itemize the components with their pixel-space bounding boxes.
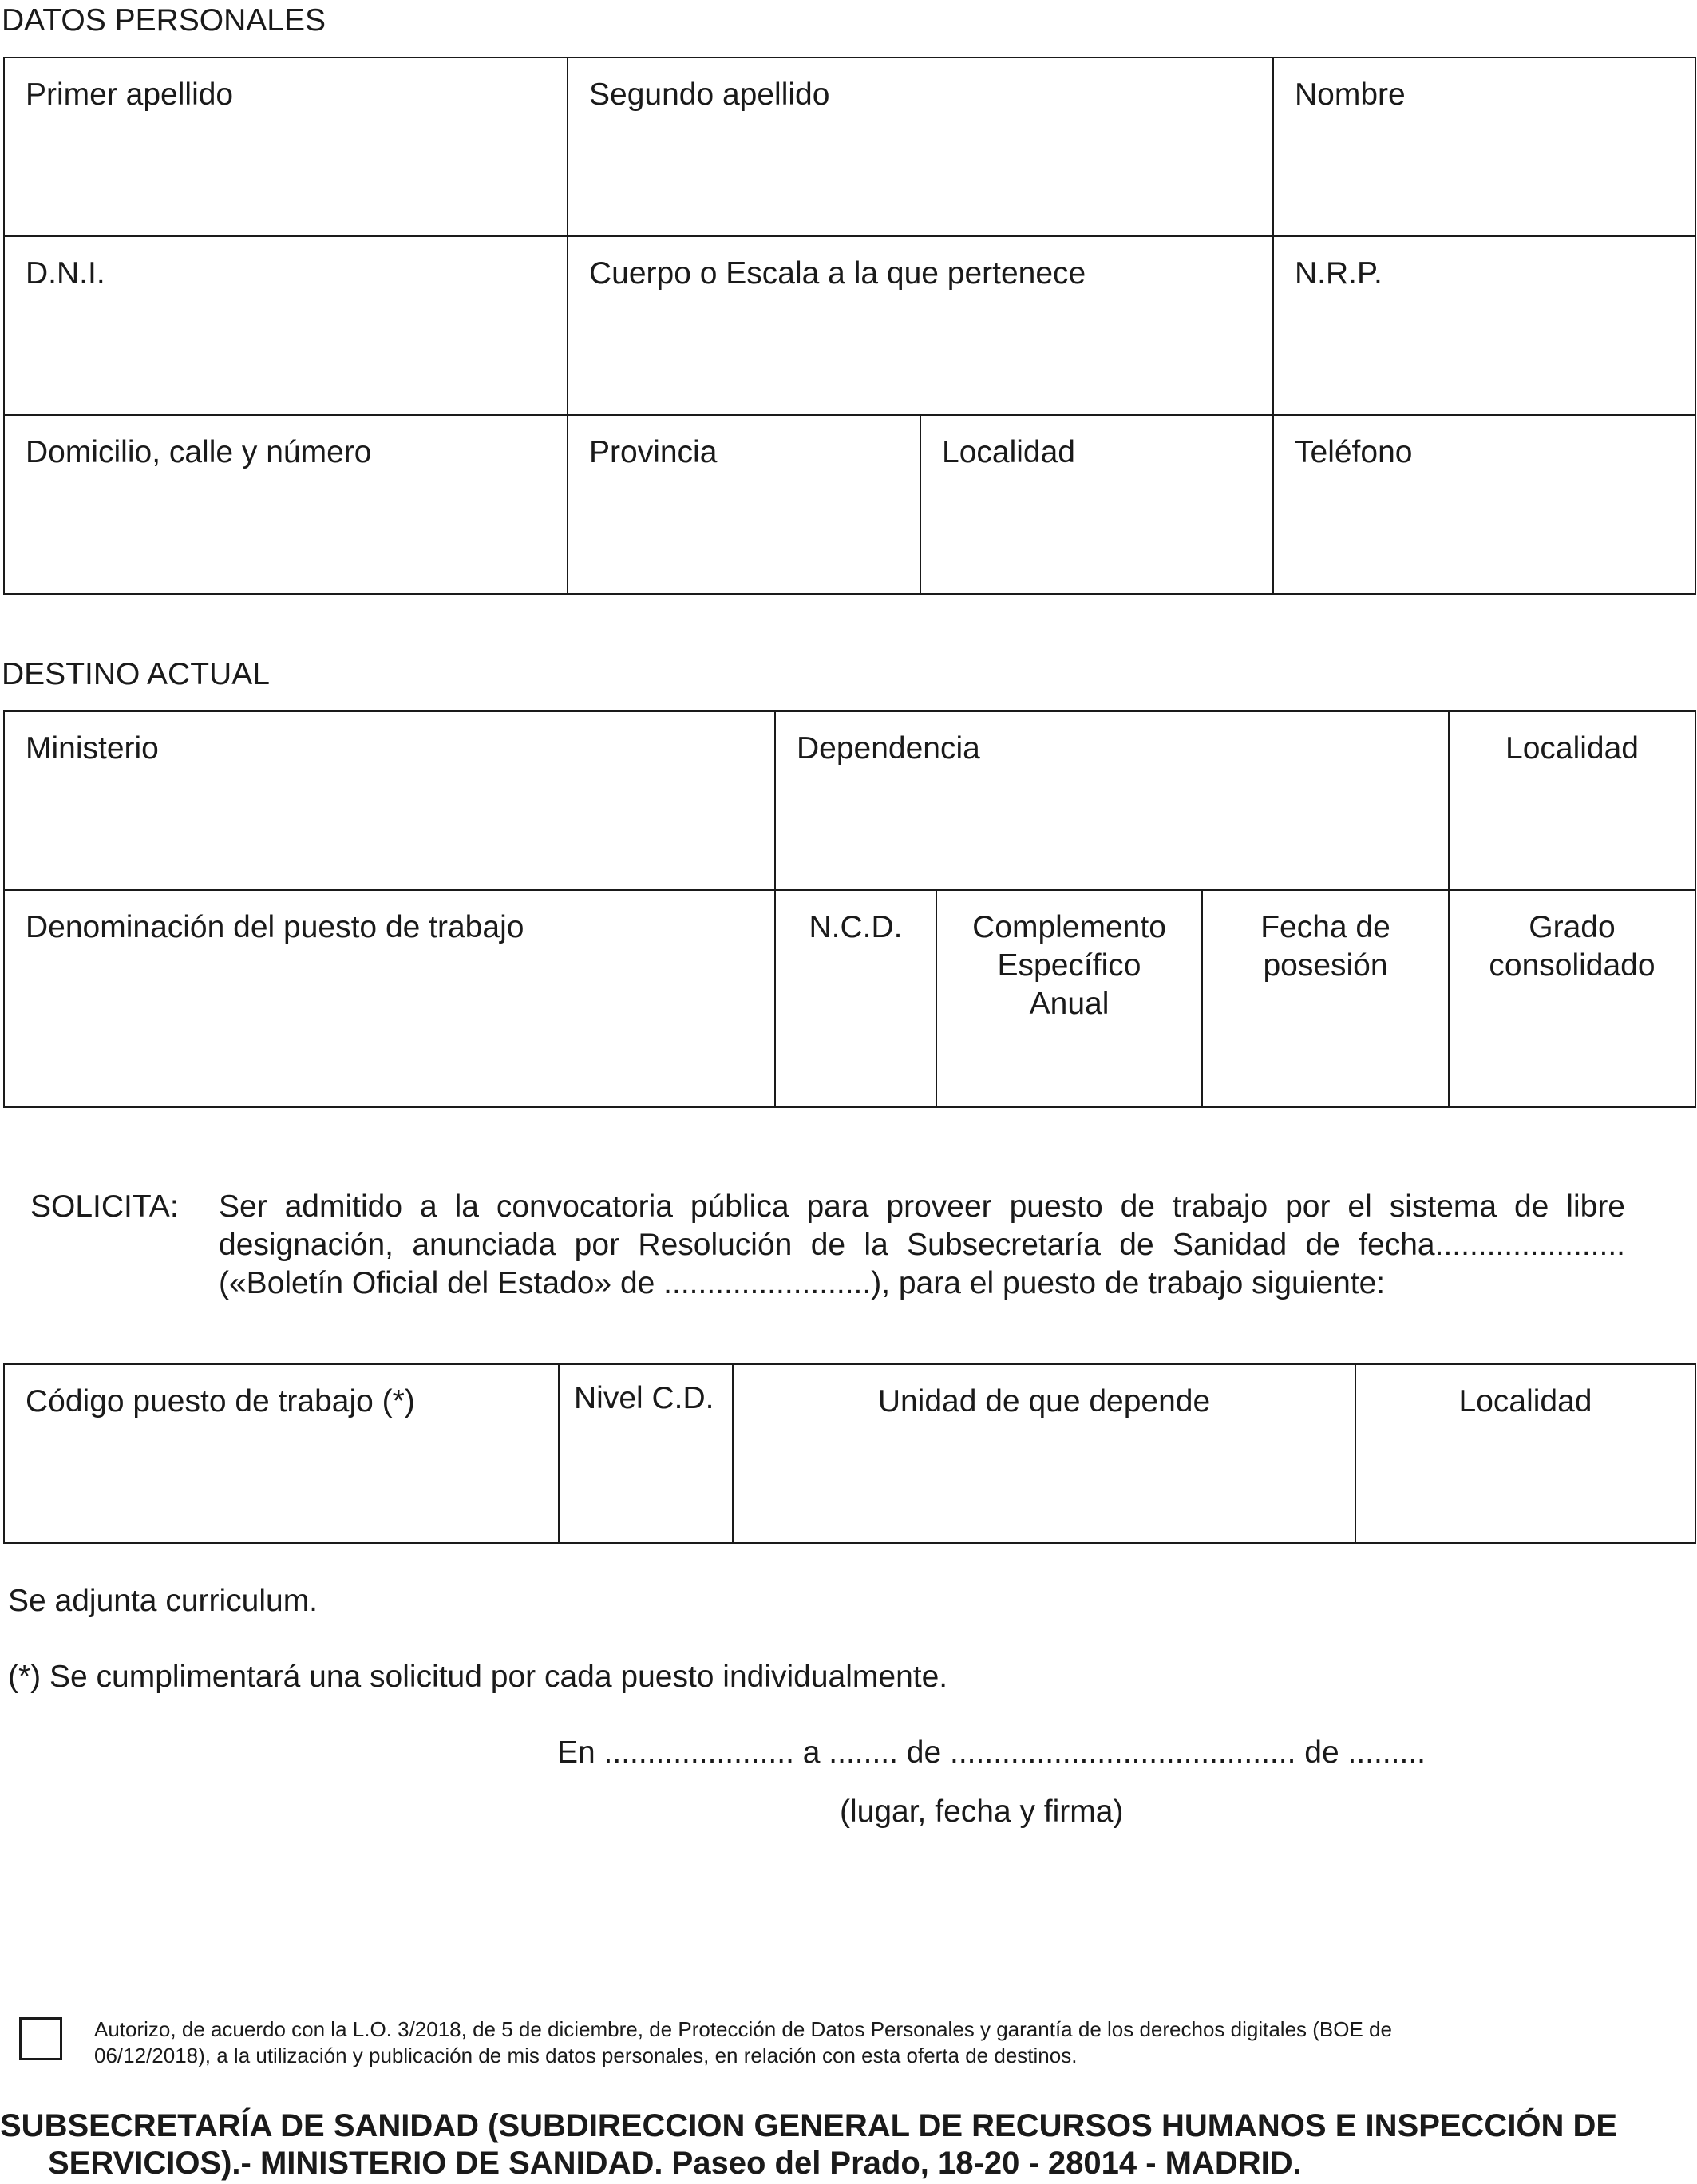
field-nivel-cd[interactable]: [559, 1364, 733, 1543]
label-nrp: N.R.P.: [1295, 256, 1383, 291]
label-primer-apellido: Primer apellido: [26, 77, 234, 112]
field-domicilio[interactable]: [4, 415, 568, 594]
label-localidad-personal: Localidad: [942, 435, 1075, 469]
label-grado-consolidado: Grado consolidado: [1489, 910, 1655, 983]
field-fecha-posesion[interactable]: [1202, 890, 1449, 1107]
label-dni: D.N.I.: [26, 256, 105, 291]
label-ncd: N.C.D.: [809, 910, 903, 944]
label-ministerio: Ministerio: [26, 731, 159, 766]
note-curriculum: Se adjunta curriculum.: [8, 1584, 318, 1618]
label-unidad-depende: Unidad de que depende: [877, 1384, 1211, 1418]
label-segundo-apellido: Segundo apellido: [589, 77, 830, 112]
solicita-text: Ser admitido a la convocatoria pública para proveer puesto de trabajo por el sistema de libre designación, anunciada por Resolución de la Subsecretaría de Sanidad de fecha...................... («Boletín Oficial del Estado» de ........................), para el puesto de trabajo siguiente:: [219, 1189, 1625, 1300]
field-nombre[interactable]: [1273, 57, 1695, 236]
label-localidad-destino: Localidad: [1505, 731, 1639, 766]
field-complemento-especifico[interactable]: [936, 890, 1202, 1107]
field-dni[interactable]: [4, 236, 568, 415]
field-nrp[interactable]: [1273, 236, 1695, 415]
field-codigo-puesto[interactable]: [4, 1364, 559, 1543]
label-cuerpo-escala: Cuerpo o Escala a la que pertenece: [589, 256, 1086, 291]
label-nombre: Nombre: [1295, 77, 1406, 112]
field-denominacion-puesto[interactable]: [4, 890, 775, 1107]
label-domicilio: Domicilio, calle y número: [26, 435, 372, 469]
section-title-datos-personales: DATOS PERSONALES: [2, 3, 326, 38]
field-segundo-apellido[interactable]: [568, 57, 1273, 236]
puesto-solicitado-table: [3, 1363, 1696, 1544]
field-ministerio[interactable]: [4, 711, 775, 890]
label-codigo-puesto: Código puesto de trabajo (*): [26, 1384, 415, 1418]
label-telefono: Teléfono: [1295, 435, 1413, 469]
label-denominacion-puesto: Denominación del puesto de trabajo: [26, 910, 524, 944]
section-title-destino-actual: DESTINO ACTUAL: [2, 657, 270, 691]
label-complemento-especifico: Complemento Específico Anual: [972, 910, 1166, 1021]
field-provincia[interactable]: [568, 415, 920, 594]
label-nivel-cd: Nivel C.D.: [574, 1381, 714, 1415]
field-localidad-puesto[interactable]: [1355, 1364, 1695, 1543]
footer-line-1: SUBSECRETARÍA DE SANIDAD (SUBDIRECCION GENERAL DE RECURSOS HUMANOS E INSPECCIÓN DE: [0, 2108, 1618, 2143]
datos-personales-table: [3, 57, 1696, 595]
label-localidad-puesto: Localidad: [1458, 1384, 1592, 1418]
solicita-label: SOLICITA:: [30, 1189, 179, 1224]
footer-address: [0, 2107, 1660, 2182]
label-provincia: Provincia: [589, 435, 718, 469]
field-grado-consolidado[interactable]: [1449, 890, 1695, 1107]
footer-line-2: SERVICIOS).- MINISTERIO DE SANIDAD. Paseo del Prado, 18-20 - 28014 - MADRID.: [48, 2146, 1302, 2181]
note-asterisk: (*) Se cumplimentará una solicitud por cada puesto individualmente.: [8, 1660, 948, 1694]
date-place-line[interactable]: En ...................... a ........ de ........................................ de .........: [557, 1735, 1426, 1770]
consent-text: Autorizo, de acuerdo con la L.O. 3/2018, de 5 de diciembre, de Protección de Datos Personales y garantía de los derechos digitales (BOE de 06/12/2018), a la utilización y publicación de mis datos personales, en relación con esta oferta de destinos.: [94, 2017, 1392, 2067]
field-dependencia[interactable]: [775, 711, 1449, 890]
field-ncd[interactable]: [775, 890, 936, 1107]
field-localidad-destino[interactable]: [1449, 711, 1695, 890]
consent-checkbox[interactable]: [19, 2017, 62, 2060]
solicita-paragraph: [30, 1188, 1625, 1303]
label-dependencia: Dependencia: [797, 731, 980, 766]
field-primer-apellido[interactable]: [4, 57, 568, 236]
field-localidad-personal[interactable]: [920, 415, 1273, 594]
field-unidad-depende[interactable]: [733, 1364, 1355, 1543]
signature-hint: (lugar, fecha y firma): [840, 1794, 1124, 1829]
label-fecha-posesion: Fecha de posesión: [1260, 910, 1390, 983]
field-cuerpo-escala[interactable]: [568, 236, 1273, 415]
destino-actual-table: [3, 710, 1696, 1108]
field-telefono[interactable]: [1273, 415, 1695, 594]
